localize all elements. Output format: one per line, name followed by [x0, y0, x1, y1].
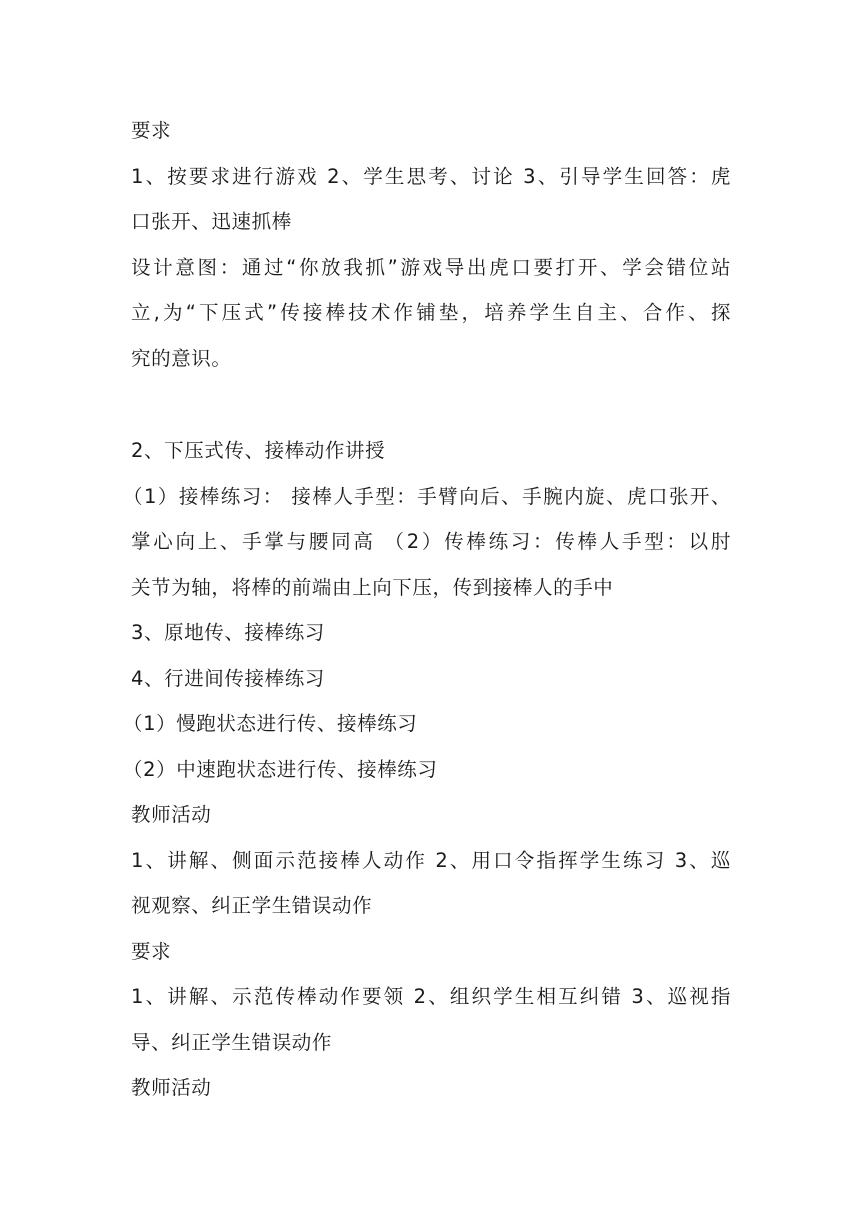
heading-teacher-activity: 教师活动: [131, 803, 212, 826]
paragraph-line: 导、纠正学生错误动作: [131, 1030, 333, 1054]
paragraph-line: 1、讲解、侧面示范接棒人动作 2、用口令指挥学生练习 3、巡: [131, 848, 731, 872]
heading-requirements: 要求: [131, 939, 172, 963]
paragraph-line: 口张开、迅速抓棒: [131, 210, 292, 233]
paragraph-line: 设计意图：通过“你放我抓”游戏导出虎口要打开、学会错位站: [131, 255, 731, 279]
paragraph-line: 关节为轴，将棒的前端由上向下压，传到接棒人的手中: [131, 575, 614, 599]
paragraph-line: 1、讲解、示范传棒动作要领 2、组织学生相互纠错 3、巡视指: [131, 985, 731, 1008]
document-body: [123, 108, 731, 1111]
paragraph-line: 立,为“下压式”传接棒技术作铺垫，培养学生自主、合作、探: [131, 301, 731, 324]
heading-teacher-activity: 教师活动: [131, 1076, 212, 1099]
paragraph-line: 视观察、纠正学生错误动作: [131, 894, 373, 917]
section-heading: 4、行进间传接棒练习: [131, 666, 325, 690]
paragraph-line: 究的意识。: [131, 346, 232, 370]
paragraph-line: （1）接棒练习： 接棒人手型：手臂向后、手腕内旋、虎口张开、: [123, 484, 731, 508]
list-item: （1）慢跑状态进行传、接棒练习: [123, 712, 418, 735]
list-item: （2）中速跑状态进行传、接棒练习: [123, 757, 438, 781]
paragraph-line: 掌心向上、手掌与腰同高 （2）传棒练习：传棒人手型：以肘: [131, 530, 731, 553]
heading-requirements: 要求: [131, 119, 172, 142]
paragraph-line: 1、按要求进行游戏 2、学生思考、讨论 3、引导学生回答：虎: [131, 164, 731, 188]
section-heading: 2、下压式传、接棒动作讲授: [131, 439, 386, 462]
blank-line: [131, 381, 731, 428]
section-heading: 3、原地传、接棒练习: [131, 621, 325, 644]
